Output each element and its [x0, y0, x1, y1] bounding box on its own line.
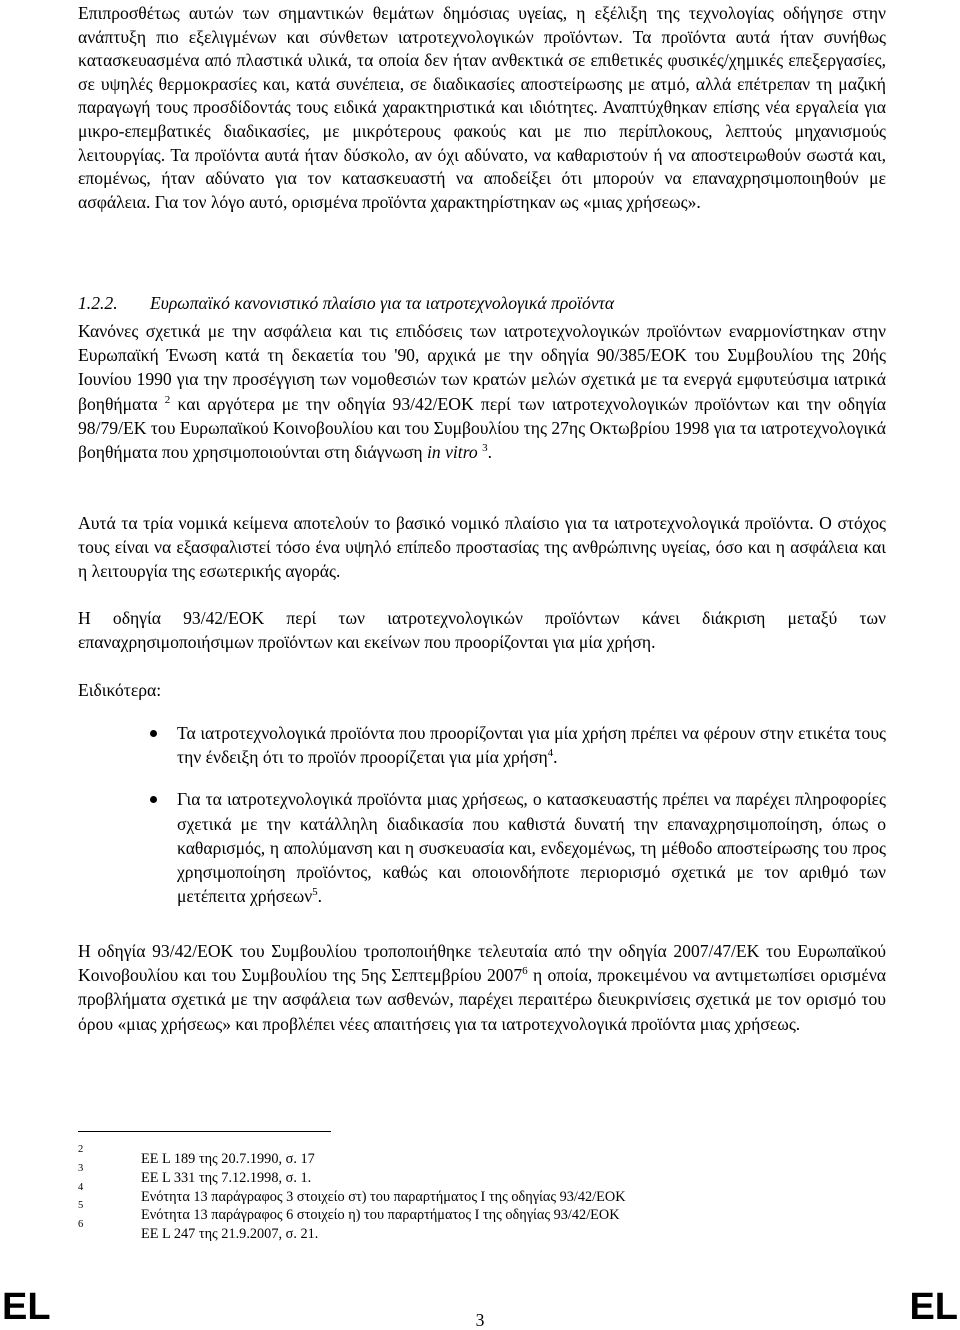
list-item-end: . [553, 747, 558, 768]
paragraph-amendment [78, 939, 886, 1036]
footnote-ref[interactable]: 4 [547, 747, 554, 760]
paragraph-text: Η οδηγία 93/42/ΕΟΚ του Συμβουλίου τροποποιήθηκε τελευταία από την οδηγία 2007/47/ΕΚ του Ευρωπαϊκού Κοινοβουλίου και του Συμβουλίου της 5ης Σεπτεμβρίου 2007 [78, 941, 886, 986]
footnote-separator [78, 1131, 331, 1132]
footnote-number: 4 [78, 1181, 84, 1193]
footnote-text: ΕΕ L 247 της 21.9.2007, σ. 21. [141, 1226, 319, 1243]
footer-language-right: EL [909, 1286, 958, 1328]
footnote-number: 3 [78, 1162, 84, 1174]
footnote [78, 1200, 886, 1225]
paragraph-regulations [78, 319, 886, 464]
list-item-end: . [317, 886, 323, 907]
footnote-text: Ενότητα 13 παράγραφος 3 στοιχείο στ) του παραρτήματος I της οδηγίας 93/42/ΕΟΚ [141, 1188, 626, 1205]
footnotes [78, 1144, 886, 1244]
footnote-number: 2 [78, 1144, 84, 1155]
list-item [78, 721, 886, 769]
list-item-text: Τα ιατροτεχνολογικά προϊόντα που προορίζονται για μία χρήση πρέπει να φέρουν στην ετικέτα τους την ένδειξη ότι το προϊόν προορίζεται για μία χρήση [177, 723, 886, 768]
footnote-text: Ενότητα 13 παράγραφος 6 στοιχείο η) του παραρτήματος I της οδηγίας 93/42/ΕΟΚ [141, 1207, 620, 1224]
footnote [78, 1219, 886, 1244]
italic-term: in vitro [427, 442, 478, 463]
paragraph-specifically: Ειδικότερα: [78, 680, 162, 700]
bullet-icon [150, 730, 157, 737]
list-item-text: Για τα ιατροτεχνολογικά προϊόντα μιας χρήσεως, ο κατασκευαστής πρέπει να παρέχει πληροφορίες σχετικά με την κατάλληλη διαδικασία που καθιστά δυνατή την επαναχρησιμοποίηση, όπως ο καθαρισμός, η απολύμανση και η συσκευασία και, ενδεχομένως, τη μέθοδο αποστείρωσης του προς χρησιμοποίηση προϊόντος, καθώς και οποιονδήποτε περιορισμό σχετικά με τον αριθμό των μετέπειτα χρήσεων [177, 789, 886, 907]
section-title: Ευρωπαϊκό κανονιστικό πλαίσιο για τα ιατροτεχνολογικά προϊόντα [150, 293, 615, 313]
footnote-number: 5 [78, 1200, 84, 1212]
footnote-text: ΕΕ L 331 της 7.12.1998, σ. 1. [141, 1169, 312, 1186]
paragraph-intro: Επιπροσθέτως αυτών των σημαντικών θεμάτων δημόσιας υγείας, η εξέλιξη της τεχνολογίας οδήγησε στην ανάπτυξη πιο εξελιγμένων και σύνθετων ιατροτεχνολογικών προϊόντων. Τα προϊόντα αυτά ήταν συνήθως κατασκευασμένα από πλαστικά υλικά, τα οποία δεν ήταν ανθεκτικά σε επιθετικές φυσικές/χημικές επεξεργασίες, σε υψηλές θερμοκρασίες και, κατά συνέπεια, σε διαδικασίες αποστείρωσης με ατμό, αλλά επέτρεπαν τη μαζική παραγωγή τους προσδίδοντάς τους ειδικά χαρακτηριστικά και ιδιότητες. Αναπτύχθηκαν επίσης νέα εργαλεία για μικρο-επεμβατικές διαδικασίες, με μικρότερους φακούς και με πιο περίπλοκους, λεπτούς μηχανισμούς λειτουργίας. Τα προϊόντα αυτά ήταν δύσκολο, αν όχι αδύνατο, να καθαριστούν ή να αποστειρωθούν σωστά και, επομένως, ήταν αδύνατο για τον κατασκευαστή να αποδείξει ότι μπορούν να επαναχρησιμοποιηθούν με ασφάλεια. Για τον λόγο αυτό, ορισμένα προϊόντα χαρακτηρίστηκαν ως «μιας χρήσεως». [78, 3, 886, 212]
section-number: 1.2.2. [78, 293, 118, 313]
bullet-icon [150, 796, 157, 803]
list-item [78, 787, 886, 908]
section-heading [78, 292, 614, 314]
paragraph-text: Κανόνες σχετικά με την ασφάλεια και τις επιδόσεις των ιατροτεχνολογικών προϊόντων εναρμονίστηκαν στην Ευρωπαϊκή Ένωση κατά τη δεκαετία του '90, αρχικά με την οδηγία 90/385/ΕΟΚ του Συμβουλίου της 20ής Ιουνίου 1990 για την προσέγγιση των νομοθεσιών των κρατών μελών σχετικά με τα ενεργά εμφυτεύσιμα ιατρικά βοηθήματα [78, 321, 886, 414]
bullet-list [78, 721, 886, 908]
footnote [78, 1144, 886, 1169]
footnote-text: ΕΕ L 189 της 20.7.1990, σ. 17 [141, 1151, 315, 1167]
paragraph-text: και αργότερα με την οδηγία 93/42/ΕΟΚ περί των ιατροτεχνολογικών προϊόντων και την οδηγία 98/79/ΕΚ του Ευρωπαϊκού Κοινοβουλίου και του Συμβουλίου της 27ης Οκτωβρίου 1998 για τα ιατροτεχνολογικά βοηθήματα που χρησιμοποιούνται στη διάγνωση [78, 393, 886, 463]
paragraph-text: η οποία, προκειμένου να αντιμετωπίσει ορισμένα προβλήματα σχετικά με την ασφάλεια των ασθενών, παρέχει περαιτέρω διευκρινίσεις σχετικά με τον ορισμό του όρου «μιας χρήσεως» και προβλέπει νέες απαιτήσεις για τα ιατροτεχνολογικά προϊόντα μιας χρήσεως. [78, 965, 886, 1034]
footer-language-left: EL [2, 1286, 51, 1328]
footnote-ref[interactable]: 5 [312, 886, 318, 899]
footnote-number: 6 [78, 1219, 84, 1231]
footnote [78, 1162, 886, 1188]
paragraph-text: . [487, 442, 493, 463]
footnote-ref[interactable]: 2 [164, 393, 171, 406]
footnote-ref[interactable]: 3 [482, 442, 488, 455]
footnote [78, 1181, 886, 1207]
paragraph-legal-framework: Αυτά τα τρία νομικά κείμενα αποτελούν το βασικό νομικό πλαίσιο για τα ιατροτεχνολογικά προϊόντα. Ο στόχος τους είναι να εξασφαλιστεί τόσο ένα υψηλό επίπεδο προστασίας της ανθρώπινης υγείας, όσο και η ασφάλεια και η λειτουργία της εσωτερικής αγοράς. [78, 513, 886, 582]
paragraph-directive-distinction: Η οδηγία 93/42/ΕΟΚ περί των ιατροτεχνολογικών προϊόντων κάνει διάκριση μεταξύ των επαναχρησιμοποιήσιμων προϊόντων και εκείνων που προορίζονται για μία χρήση. [78, 608, 886, 653]
page-number: 3 [475, 1310, 485, 1330]
footnote-ref[interactable]: 6 [522, 965, 528, 978]
